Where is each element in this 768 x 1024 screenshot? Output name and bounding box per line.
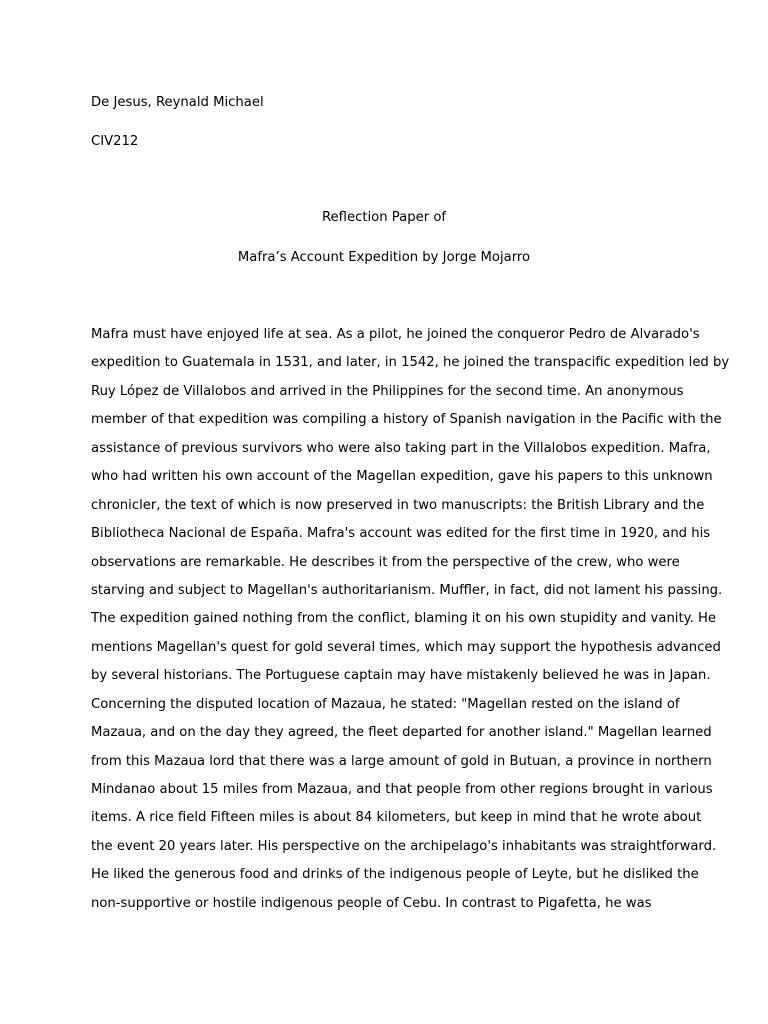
body-line: by several historians. The Portuguese captain may have mistakenly believed he was in Japan. — [91, 668, 711, 684]
body-line: mentions Magellan's quest for gold several times, which may support the hypothesis advanced — [91, 639, 721, 655]
body-line: Bibliotheca Nacional de España. Mafra's account was edited for the first time in 1920, and his — [91, 526, 711, 542]
body-line: starving and subject to Magellan's authoritarianism. Muffler, in fact, did not lament his passing. — [91, 582, 723, 598]
body-line: who had written his own account of the Magellan expedition, gave his papers to this unknown — [91, 469, 713, 485]
body-line: from this Mazaua lord that there was a large amount of gold in Butuan, a province in northern — [91, 753, 712, 769]
body-line: expedition to Guatemala in 1531, and later, in 1542, he joined the transpacific expedition led by — [91, 355, 730, 371]
body-line: chronicler, the text of which is now preserved in two manuscripts: the British Library and the — [91, 497, 705, 513]
body-paragraph — [91, 327, 730, 924]
body-line: Mafra must have enjoyed life at sea. As a pilot, he joined the conqueror Pedro de Alvarado's — [91, 327, 700, 342]
body-line: Mindanao about 15 miles from Mazaua, and that people from other regions brought in various — [91, 782, 713, 797]
body-line: Mazaua, and on the day they agreed, the fleet departed for another island." Magellan learned — [91, 725, 712, 741]
body-line: the event 20 years later. His perspective on the archipelago's inhabitants was straightforward. — [91, 838, 717, 854]
body-line: Concerning the disputed location of Mazaua, he stated: "Magellan rested on the island of — [91, 696, 680, 712]
body-line: observations are remarkable. He describes it from the perspective of the crew, who were — [91, 554, 680, 570]
body-line: member of that expedition was compiling a history of Spanish navigation in the Pacific with the — [91, 412, 722, 428]
title-line-2: Mafra’s Account Expedition by Jorge Mojarro — [237, 250, 531, 265]
body-line: items. A rice field Fifteen miles is about 84 kilometers, but keep in mind that he wrote about — [91, 810, 702, 826]
author-name: De Jesus, Reynald Michael — [91, 95, 264, 110]
body-line: The expedition gained nothing from the conflict, blaming it on his own stupidity and vanity. He — [91, 611, 716, 627]
body-line: He liked the generous food and drinks of the indigenous people of Leyte, but he disliked the — [91, 867, 699, 883]
body-line: non-supportive or hostile indigenous people of Cebu. In contrast to Pigafetta, he was — [91, 895, 652, 911]
body-line: Ruy López de Villalobos and arrived in the Philippines for the second time. An anonymous — [91, 383, 684, 399]
course-code: CIV212 — [91, 134, 139, 149]
body-line: assistance of previous survivors who were also taking part in the Villalobos expedition. Mafra, — [91, 440, 711, 456]
title-line-1: Reflection Paper of — [321, 210, 447, 225]
